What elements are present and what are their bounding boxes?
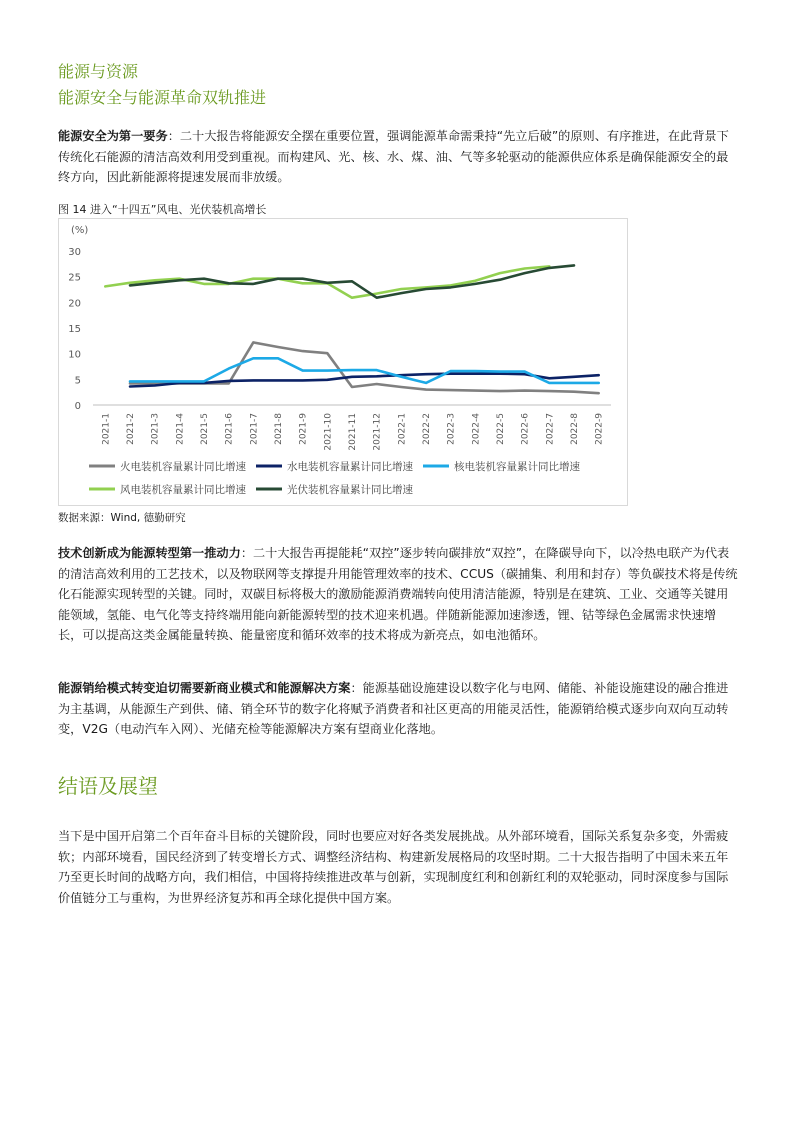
x-tick-label: 2021-11 <box>348 413 358 451</box>
legend-label: 火电装机容量累计同比增速 <box>120 461 246 473</box>
chart-container <box>58 218 628 506</box>
x-tick-label: 2022-3 <box>446 413 457 445</box>
paragraph-conclusion: 当下是中国开启第二个百年奋斗目标的关键阶段，同时也要应对好各类发展挑战。从外部环境看，国际关系复杂多变，外需疲软；内部环境看，国民经济到了转变增长方式、调整经济结构、构建新发展格局的攻坚时期。二十大报告指明了中国未来五年乃至更长时间的战略方向，我们相信，中国将持续推进改革与创新，实现制度红利和创新红利的双轮驱动，同时深度参与国际价值链分工与重构，为世界经济复苏和再全球化提供中国方案。 <box>58 829 729 905</box>
paragraph-body: ：二十大报告再提能耗“双控”逐步转向碳排放“双控”，在降碳导向下，以冷热电联产为代表的清洁高效利用的工艺技术，以及物联网等支撑提升用能管理效率的技术、CCUS（碳捕集、利用和封存）等负碳技术将是传统化石能源实现转型的关键。同时，双碳目标将极大的激励能源消费端转向使用清洁能源，特别是在建筑、工业、交通等关键用能领域，氢能、电气化等支持终端用能向新能源转型的技术迎来机遇。伴随新能源加速渗透，锂、钴等绿色金属需求快速增长，可以提高这类金属能量转换、能量密度和循环效率的技术将成为新亮点，如电池循环。 <box>58 546 738 642</box>
sub-title: 能源安全与能源革命双轨推进 <box>58 88 267 107</box>
x-tick-label: 2021-3 <box>150 413 161 445</box>
x-tick-label: 2022-2 <box>422 413 432 445</box>
paragraph-energy-sales <box>58 678 738 740</box>
section-title: 能源与资源 <box>58 62 139 81</box>
y-axis-unit: (%) <box>71 225 89 236</box>
x-tick-label: 2022-7 <box>545 413 556 445</box>
legend-label: 水电装机容量累计同比增速 <box>287 461 413 473</box>
legend-label: 核电装机容量累计同比增速 <box>454 461 580 473</box>
x-tick-label: 2021-7 <box>249 413 260 445</box>
series-line <box>130 358 599 383</box>
x-tick-label: 2022-4 <box>471 413 482 445</box>
x-tick-label: 2022-6 <box>520 413 531 445</box>
x-tick-label: 2021-1 <box>101 413 112 445</box>
x-tick-label: 2021-12 <box>372 413 383 451</box>
paragraph-energy-security <box>58 126 738 188</box>
y-tick-label: 10 <box>68 349 81 361</box>
legend-label: 光伏装机容量累计同比增速 <box>287 484 413 496</box>
x-tick-label: 2021-9 <box>298 413 309 445</box>
x-tick-label: 2021-6 <box>224 413 235 445</box>
y-tick-label: 0 <box>74 401 81 412</box>
x-tick-label: 2021-8 <box>274 413 284 445</box>
y-tick-label: 20 <box>68 298 81 310</box>
paragraph-lead: 技术创新成为能源转型第一推动力 <box>58 546 241 560</box>
y-tick-label: 15 <box>68 324 81 335</box>
paragraph-lead: 能源销给模式转变迫切需要新商业模式和能源解决方案 <box>58 681 351 695</box>
line-chart <box>59 219 627 505</box>
x-tick-label: 2021-5 <box>200 413 210 445</box>
legend-label: 风电装机容量累计同比增速 <box>120 484 246 496</box>
conclusion-title: 结语及展望 <box>58 774 158 798</box>
paragraph-lead: 能源安全为第一要务 <box>58 129 168 143</box>
x-tick-label: 2022-1 <box>397 413 408 445</box>
y-tick-label: 25 <box>68 272 81 284</box>
x-tick-label: 2021-2 <box>126 413 136 445</box>
figure-caption: 图 14 进入“十四五”风电、光伏装机高增长 <box>58 203 267 216</box>
x-tick-label: 2021-10 <box>323 413 334 451</box>
y-tick-label: 30 <box>68 247 81 258</box>
x-tick-label: 2022-5 <box>496 413 506 445</box>
paragraph-body: ：二十大报告将能源安全摆在重要位置，强调能源革命需秉持“先立后破”的原则、有序推进，在此背景下传统化石能源的清洁高效利用受到重视。而构建风、光、核、水、煤、油、气等多轮驱动的能源供应体系是确保能源安全的最终方向，因此新能源将提速发展而非放缓。 <box>58 129 729 184</box>
paragraph-tech-innovation <box>58 543 738 646</box>
y-tick-label: 5 <box>74 375 81 387</box>
x-tick-label: 2022-8 <box>570 413 580 445</box>
x-tick-label: 2022-9 <box>594 413 605 445</box>
paragraph-body: ：能源基础设施建设以数字化与电网、储能、补能设施建设的融合推进为主基调，从能源生产到供、储、销全环节的数字化将赋予消费者和社区更高的用能灵活性，能源销给模式逐步向双向互动转变，V2G（电动汽车入网）、光储充检等能源解决方案有望商业化落地。 <box>58 681 729 736</box>
series-line <box>130 342 599 393</box>
x-tick-label: 2021-4 <box>175 413 186 445</box>
data-source: 数据来源：Wind, 德勤研究 <box>58 512 186 524</box>
